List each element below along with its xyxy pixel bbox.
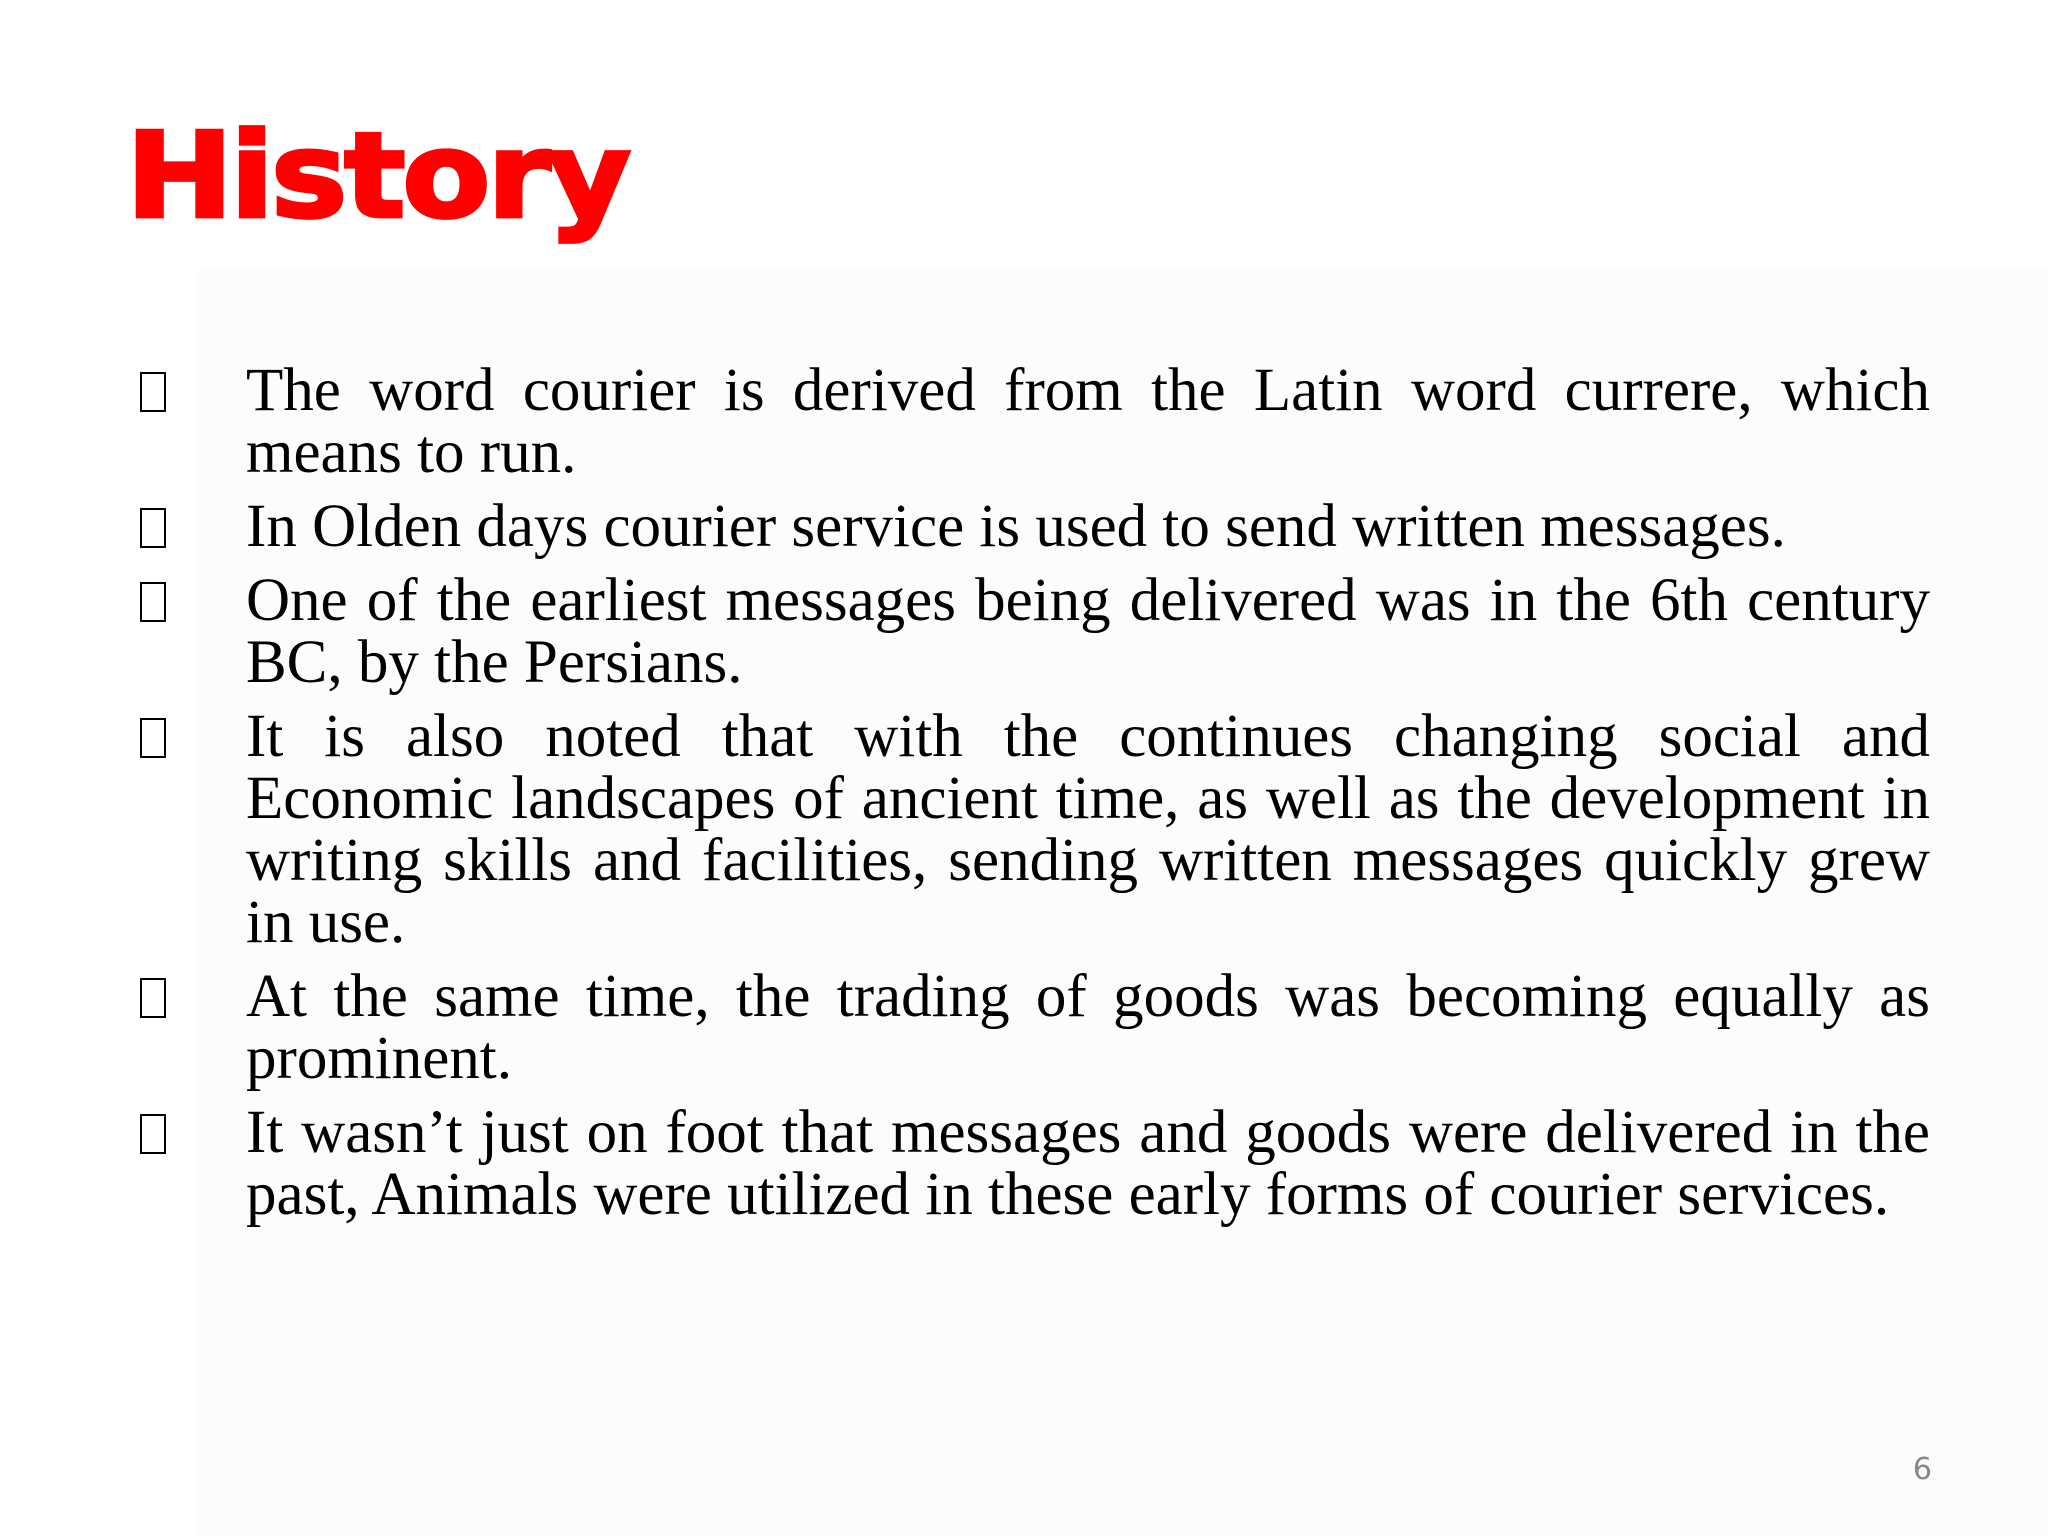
bullet-text: The word courier is derived from the Latin word currere, which means to run. — [246, 357, 1930, 486]
bullet-text: One of the earliest messages being delivered was in the 6th century BC, by the Persians. — [246, 567, 1930, 696]
bullet-item — [0, 357, 2048, 486]
bullet-text: At the same time, the trading of goods was becoming equally as prominent. — [246, 963, 1930, 1092]
square-bullet-icon — [140, 1114, 166, 1154]
bullet-text: It is also noted that with the continues changing social and Economic landscapes of ancient time, as well as the development in writing skills and facilities, sending written messages quickly grew in use. — [246, 703, 1930, 956]
slide-title: History — [126, 107, 628, 245]
page-number: 6 — [1912, 1452, 1932, 1487]
square-bullet-icon — [140, 718, 166, 758]
square-bullet-icon — [140, 372, 166, 412]
bullet-item — [0, 567, 2048, 696]
bullet-item — [0, 963, 2048, 1092]
bullet-item — [0, 703, 2048, 956]
bullet-text: It wasn’t just on foot that messages and goods were delivered in the past, Animals were utilized in these early forms of courier services. — [246, 1099, 1930, 1228]
square-bullet-icon — [140, 978, 166, 1018]
bullet-item — [0, 493, 2048, 560]
bullet-text: In Olden days courier service is used to send written messages. — [246, 493, 1786, 560]
square-bullet-icon — [140, 582, 166, 622]
square-bullet-icon — [140, 508, 166, 548]
bullet-item — [0, 1099, 2048, 1228]
bullet-list — [0, 357, 2048, 1228]
